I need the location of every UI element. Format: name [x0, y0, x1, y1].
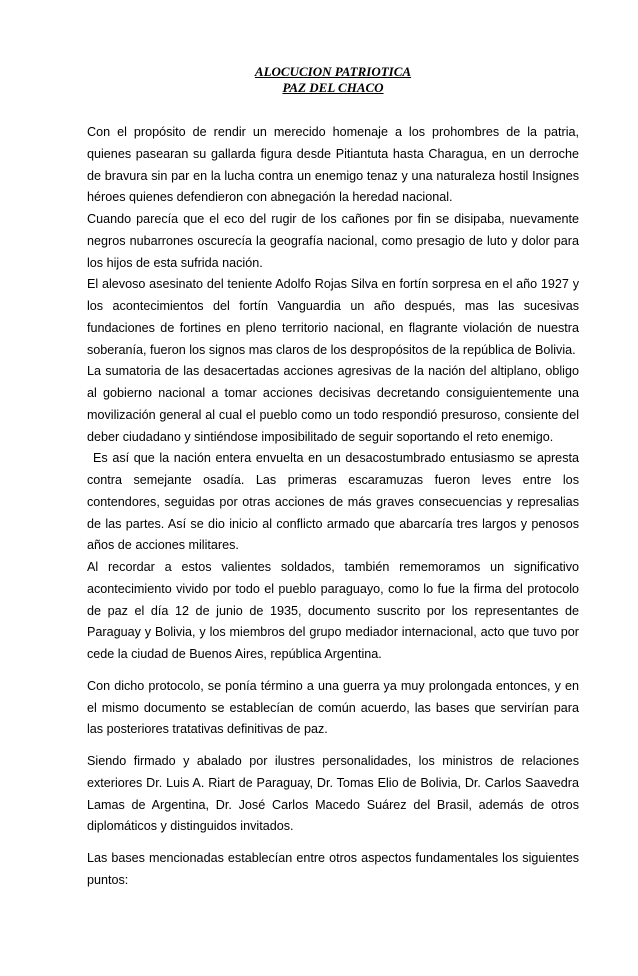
paragraph: Con el propósito de rendir un merecido homenaje a los prohombres de la patria, quienes pasearan su gallarda figura desde Pitiantuta hasta Charagua, en un derroche de bravura sin par en la lucha contra un enemigo tenaz y una naturaleza hostil Insignes héroes quienes defendieron con abnegación la heredad nacional.	[87, 125, 579, 205]
paragraph: Siendo firmado y abalado por ilustres personalidades, los ministros de relaciones exteriores Dr. Luis A. Riart de Paraguay, Dr. Tomas Elio de Bolivia, Dr. Carlos Saavedra Lamas de Argentina, Dr. José Carlos Macedo Suárez del Brasil, además de otros diplomáticos y distinguidos invitados.	[87, 754, 579, 834]
paragraph: El alevoso asesinato del teniente Adolfo Rojas Silva en fortín sorpresa en el año 1927 y los acontecimientos del fortín Vanguardia un año después, mas las sucesivas fundaciones de fortines en pleno territorio nacional, en flagrante violación de nuestra soberanía, fueron los signos mas claros de los despropósitos de la república de Bolivia.	[87, 277, 579, 357]
document-body	[87, 122, 579, 892]
document-subtitle: PAZ DEL CHACO	[282, 80, 384, 95]
document-title: ALOCUCION PATRIOTICA	[254, 64, 412, 79]
paragraph: Las bases mencionadas establecían entre otros aspectos fundamentales los siguientes puntos:	[87, 851, 579, 887]
paragraph: Al recordar a estos valientes soldados, también rememoramos un significativo acontecimiento vivido por todo el pueblo paraguayo, como lo fue la firma del protocolo de paz el día 12 de junio de 1935, documento suscrito por los representantes de Paraguay y Bolivia, y los miembros del grupo mediador internacional, acto que tuvo por cede la ciudad de Buenos Aires, república Argentina.	[87, 560, 579, 661]
paragraph: La sumatoria de las desacertadas acciones agresivas de la nación del altiplano, obligo al gobierno nacional a tomar acciones decisivas decretando consiguientemente una movilización general al cual el pueblo como un todo respondió presuroso, consiente del deber ciudadano y sintiéndose imposibilitado de seguir soportando el reto enemigo.	[87, 364, 579, 444]
paragraph: Con dicho protocolo, se ponía término a una guerra ya muy prolongada entonces, y en el mismo documento se establecían de común acuerdo, las bases que servirían para las posteriores tratativas definitivas de paz.	[87, 678, 579, 737]
paragraph: Es así que la nación entera envuelta en un desacostumbrado entusiasmo se apresta contra semejante osadía. Las primeras escaramuzas fueron leves entre los contendores, seguidas por otras acciones de más graves consecuencias y represalias de las partes. Así se dio inicio al conflicto armado que abarcaría tres largos y penosos años de acciones militares.	[87, 451, 579, 553]
paragraph: Cuando parecía que el eco del rugir de los cañones por fin se disipaba, nuevamente negros nubarrones oscurecía la geografía nacional, como presagio de luto y dolor para los hijos de esta sufrida nación.	[87, 212, 579, 270]
